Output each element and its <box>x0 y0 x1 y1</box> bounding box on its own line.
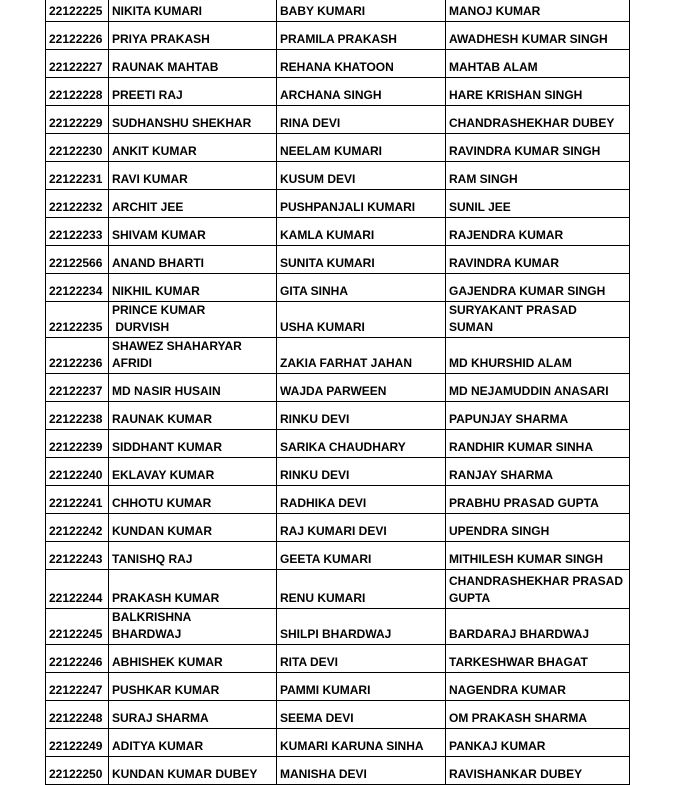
roll-number-cell: 22122226 <box>46 22 109 50</box>
table-row <box>46 274 630 302</box>
roll-number-cell: 22122248 <box>46 701 109 729</box>
student-name-cell: PREETI RAJ <box>109 78 277 106</box>
table-row <box>46 570 630 609</box>
student-name-cell: ADITYA KUMAR <box>109 729 277 757</box>
student-name-cell: ANKIT KUMAR <box>109 134 277 162</box>
student-name-cell: KUNDAN KUMAR <box>109 514 277 542</box>
student-name-cell: RAUNAK KUMAR <box>109 402 277 430</box>
student-name-cell: NIKITA KUMARI <box>109 0 277 22</box>
student-table <box>45 0 630 785</box>
mother-name-cell: KAMLA KUMARI <box>277 218 446 246</box>
table-row <box>46 673 630 701</box>
table-row <box>46 458 630 486</box>
student-name-cell: CHHOTU KUMAR <box>109 486 277 514</box>
father-name-cell: PANKAJ KUMAR <box>446 729 630 757</box>
roll-number-cell: 22122241 <box>46 486 109 514</box>
roll-number-cell: 22122247 <box>46 673 109 701</box>
father-name-cell: AWADHESH KUMAR SINGH <box>446 22 630 50</box>
mother-name-cell: RENU KUMARI <box>277 570 446 609</box>
mother-name-cell: ARCHANA SINGH <box>277 78 446 106</box>
mother-name-cell: KUSUM DEVI <box>277 162 446 190</box>
roll-number-cell: 22122243 <box>46 542 109 570</box>
mother-name-cell: NEELAM KUMARI <box>277 134 446 162</box>
mother-name-cell: WAJDA PARWEEN <box>277 374 446 402</box>
student-name-cell: PRINCE KUMAR DURVISH <box>109 302 277 338</box>
roll-number-cell: 22122231 <box>46 162 109 190</box>
father-name-cell: MANOJ KUMAR <box>446 0 630 22</box>
student-name-cell: EKLAVAY KUMAR <box>109 458 277 486</box>
student-name-cell: SURAJ SHARMA <box>109 701 277 729</box>
student-name-cell: PRAKASH KUMAR <box>109 570 277 609</box>
roll-number-cell: 22122225 <box>46 0 109 22</box>
roll-number-cell: 22122239 <box>46 430 109 458</box>
father-name-cell: RANJAY SHARMA <box>446 458 630 486</box>
table-row <box>46 486 630 514</box>
mother-name-cell: RAJ KUMARI DEVI <box>277 514 446 542</box>
roll-number-cell: 22122246 <box>46 645 109 673</box>
father-name-cell: NAGENDRA KUMAR <box>446 673 630 701</box>
father-name-cell: PRABHU PRASAD GUPTA <box>446 486 630 514</box>
mother-name-cell: SARIKA CHAUDHARY <box>277 430 446 458</box>
father-name-cell: BARDARAJ BHARDWAJ <box>446 609 630 645</box>
roll-number-cell: 22122235 <box>46 302 109 338</box>
roll-number-cell: 22122245 <box>46 609 109 645</box>
student-name-cell: PUSHKAR KUMAR <box>109 673 277 701</box>
mother-name-cell: GITA SINHA <box>277 274 446 302</box>
table-row <box>46 645 630 673</box>
roll-number-cell: 22122228 <box>46 78 109 106</box>
father-name-cell: MD NEJAMUDDIN ANASARI <box>446 374 630 402</box>
table-row <box>46 218 630 246</box>
father-name-cell: RAM SINGH <box>446 162 630 190</box>
mother-name-cell: RADHIKA DEVI <box>277 486 446 514</box>
father-name-cell: HARE KRISHAN SINGH <box>446 78 630 106</box>
table-row <box>46 22 630 50</box>
mother-name-cell: RINKU DEVI <box>277 402 446 430</box>
table-row <box>46 609 630 645</box>
student-name-cell: ABHISHEK KUMAR <box>109 645 277 673</box>
student-name-cell: ANAND BHARTI <box>109 246 277 274</box>
roll-number-cell: 22122232 <box>46 190 109 218</box>
father-name-cell: MITHILESH KUMAR SINGH <box>446 542 630 570</box>
mother-name-cell: RINKU DEVI <box>277 458 446 486</box>
student-table-body <box>46 0 630 785</box>
table-row <box>46 0 630 22</box>
roll-number-cell: 22122250 <box>46 757 109 785</box>
table-row <box>46 542 630 570</box>
roll-number-cell: 22122238 <box>46 402 109 430</box>
roll-number-cell: 22122244 <box>46 570 109 609</box>
father-name-cell: CHANDRASHEKHAR PRASAD GUPTA <box>446 570 630 609</box>
table-row <box>46 302 630 338</box>
table-row <box>46 430 630 458</box>
student-name-cell: NIKHIL KUMAR <box>109 274 277 302</box>
father-name-cell: MAHTAB ALAM <box>446 50 630 78</box>
mother-name-cell: GEETA KUMARI <box>277 542 446 570</box>
father-name-cell: RAVINDRA KUMAR SINGH <box>446 134 630 162</box>
student-name-cell: KUNDAN KUMAR DUBEY <box>109 757 277 785</box>
mother-name-cell: REHANA KHATOON <box>277 50 446 78</box>
mother-name-cell: SUNITA KUMARI <box>277 246 446 274</box>
student-name-cell: RAUNAK MAHTAB <box>109 50 277 78</box>
mother-name-cell: USHA KUMARI <box>277 302 446 338</box>
father-name-cell: OM PRAKASH SHARMA <box>446 701 630 729</box>
father-name-cell: SURYAKANT PRASAD SUMAN <box>446 302 630 338</box>
roll-number-cell: 22122249 <box>46 729 109 757</box>
student-name-cell: PRIYA PRAKASH <box>109 22 277 50</box>
table-row <box>46 162 630 190</box>
mother-name-cell: RITA DEVI <box>277 645 446 673</box>
mother-name-cell: PUSHPANJALI KUMARI <box>277 190 446 218</box>
mother-name-cell: ZAKIA FARHAT JAHAN <box>277 338 446 374</box>
father-name-cell: SUNIL JEE <box>446 190 630 218</box>
father-name-cell: RAJENDRA KUMAR <box>446 218 630 246</box>
mother-name-cell: SEEMA DEVI <box>277 701 446 729</box>
roll-number-cell: 22122237 <box>46 374 109 402</box>
table-row <box>46 134 630 162</box>
table-row <box>46 514 630 542</box>
table-row <box>46 50 630 78</box>
student-name-cell: ARCHIT JEE <box>109 190 277 218</box>
mother-name-cell: KUMARI KARUNA SINHA <box>277 729 446 757</box>
student-name-cell: BALKRISHNA BHARDWAJ <box>109 609 277 645</box>
roll-number-cell: 22122230 <box>46 134 109 162</box>
father-name-cell: GAJENDRA KUMAR SINGH <box>446 274 630 302</box>
father-name-cell: RANDHIR KUMAR SINHA <box>446 430 630 458</box>
student-name-cell: SHAWEZ SHAHARYAR AFRIDI <box>109 338 277 374</box>
father-name-cell: RAVISHANKAR DUBEY <box>446 757 630 785</box>
father-name-cell: UPENDRA SINGH <box>446 514 630 542</box>
roll-number-cell: 22122227 <box>46 50 109 78</box>
roll-number-cell: 22122234 <box>46 274 109 302</box>
father-name-cell: MD KHURSHID ALAM <box>446 338 630 374</box>
table-row <box>46 78 630 106</box>
student-name-cell: SIDDHANT KUMAR <box>109 430 277 458</box>
mother-name-cell: MANISHA DEVI <box>277 757 446 785</box>
table-row <box>46 729 630 757</box>
table-row <box>46 701 630 729</box>
father-name-cell: RAVINDRA KUMAR <box>446 246 630 274</box>
father-name-cell: PAPUNJAY SHARMA <box>446 402 630 430</box>
table-row <box>46 190 630 218</box>
table-row <box>46 246 630 274</box>
roll-number-cell: 22122236 <box>46 338 109 374</box>
table-row <box>46 106 630 134</box>
father-name-cell: TARKESHWAR BHAGAT <box>446 645 630 673</box>
student-name-cell: TANISHQ RAJ <box>109 542 277 570</box>
roll-number-cell: 22122233 <box>46 218 109 246</box>
roll-number-cell: 22122229 <box>46 106 109 134</box>
mother-name-cell: PRAMILA PRAKASH <box>277 22 446 50</box>
student-name-cell: MD NASIR HUSAIN <box>109 374 277 402</box>
table-row <box>46 338 630 374</box>
mother-name-cell: RINA DEVI <box>277 106 446 134</box>
roll-number-cell: 22122242 <box>46 514 109 542</box>
roll-number-cell: 22122240 <box>46 458 109 486</box>
table-row <box>46 402 630 430</box>
mother-name-cell: PAMMI KUMARI <box>277 673 446 701</box>
student-name-cell: RAVI KUMAR <box>109 162 277 190</box>
table-row <box>46 757 630 785</box>
mother-name-cell: SHILPI BHARDWAJ <box>277 609 446 645</box>
student-name-cell: SUDHANSHU SHEKHAR <box>109 106 277 134</box>
mother-name-cell: BABY KUMARI <box>277 0 446 22</box>
father-name-cell: CHANDRASHEKHAR DUBEY <box>446 106 630 134</box>
roll-number-cell: 22122566 <box>46 246 109 274</box>
student-name-cell: SHIVAM KUMAR <box>109 218 277 246</box>
table-row <box>46 374 630 402</box>
